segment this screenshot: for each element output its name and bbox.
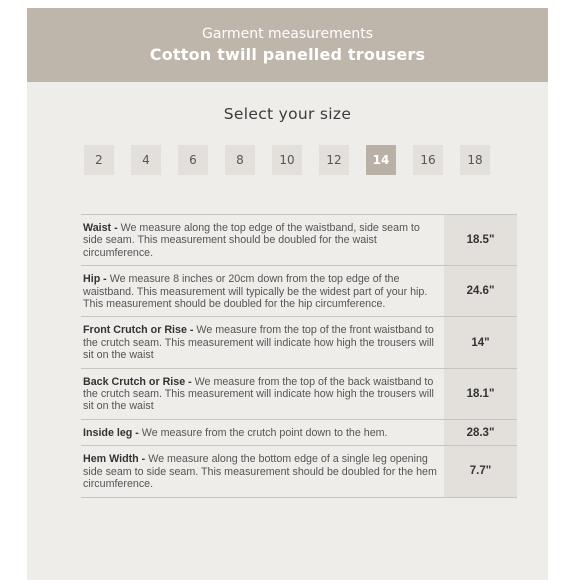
measurement-label: Hip - xyxy=(83,273,107,286)
size-button-12[interactable]: 12 xyxy=(319,145,349,175)
size-selector xyxy=(27,145,548,175)
table-row xyxy=(81,215,517,266)
measurement-text: We measure from the top of the back waistband to the crutch seam. This measurement will indicate how high the trousers will sit on the waist xyxy=(83,375,434,413)
measurement-value: 7.7" xyxy=(444,446,517,497)
table-row xyxy=(81,446,517,497)
size-button-6[interactable]: 6 xyxy=(178,145,208,175)
measurement-value: 18.5" xyxy=(444,215,517,266)
measurement-description xyxy=(81,368,444,419)
table-row xyxy=(81,266,517,317)
measurement-value: 14" xyxy=(444,317,517,368)
size-selector-heading: Select your size xyxy=(223,105,352,123)
size-button-2[interactable]: 2 xyxy=(84,145,114,175)
table-row xyxy=(81,317,517,368)
measurement-label: Waist - xyxy=(83,222,118,234)
measurement-text: We measure from the top of the front waistband to the crutch seam. This measurement will indicate how high the trousers will sit on the waist xyxy=(83,324,434,362)
measurement-value: 28.3" xyxy=(444,419,517,445)
product-title: Cotton twill panelled trousers xyxy=(149,45,426,64)
measurement-description xyxy=(81,317,444,368)
size-button-14[interactable]: 14 xyxy=(366,145,396,175)
size-button-18[interactable]: 18 xyxy=(460,145,490,175)
header-banner xyxy=(27,8,548,82)
measurement-value: 18.1" xyxy=(444,368,517,419)
measurement-text: We measure along the bottom edge of a single leg opening side seam to side seam. This measurement should be doubled for the hem circumference. xyxy=(83,453,437,491)
table-row xyxy=(81,368,517,419)
size-button-4[interactable]: 4 xyxy=(131,145,161,175)
measurement-description xyxy=(81,419,444,445)
measurement-label: Back Crutch or Rise - xyxy=(83,375,192,388)
measurement-description xyxy=(81,266,444,317)
measurements-table xyxy=(81,214,517,498)
measurement-description xyxy=(81,446,444,497)
measurement-label: Hem Width - xyxy=(83,453,146,466)
measurement-label: Inside leg - xyxy=(83,426,139,439)
table-row xyxy=(81,419,517,445)
measurements-card xyxy=(27,8,548,580)
size-button-8[interactable]: 8 xyxy=(225,145,255,175)
measurement-text: We measure along the top edge of the waistband, side seam to side seam. This measurement should be doubled for the waist circumference. xyxy=(83,222,420,259)
size-button-16[interactable]: 16 xyxy=(413,145,443,175)
measurement-text: We measure from the crutch point down to the hem. xyxy=(138,426,388,439)
measurement-label: Front Crutch or Rise - xyxy=(83,324,194,337)
size-button-10[interactable]: 10 xyxy=(272,145,302,175)
header-subtitle: Garment measurements xyxy=(202,26,373,42)
measurement-text: We measure 8 inches or 20cm down from the top edge of the waistband. This measurement will typically be the widest part of your hip. This measurement should be doubled for the hip circumference. xyxy=(83,273,428,311)
measurement-value: 24.6" xyxy=(444,266,517,317)
measurement-description xyxy=(81,215,444,266)
